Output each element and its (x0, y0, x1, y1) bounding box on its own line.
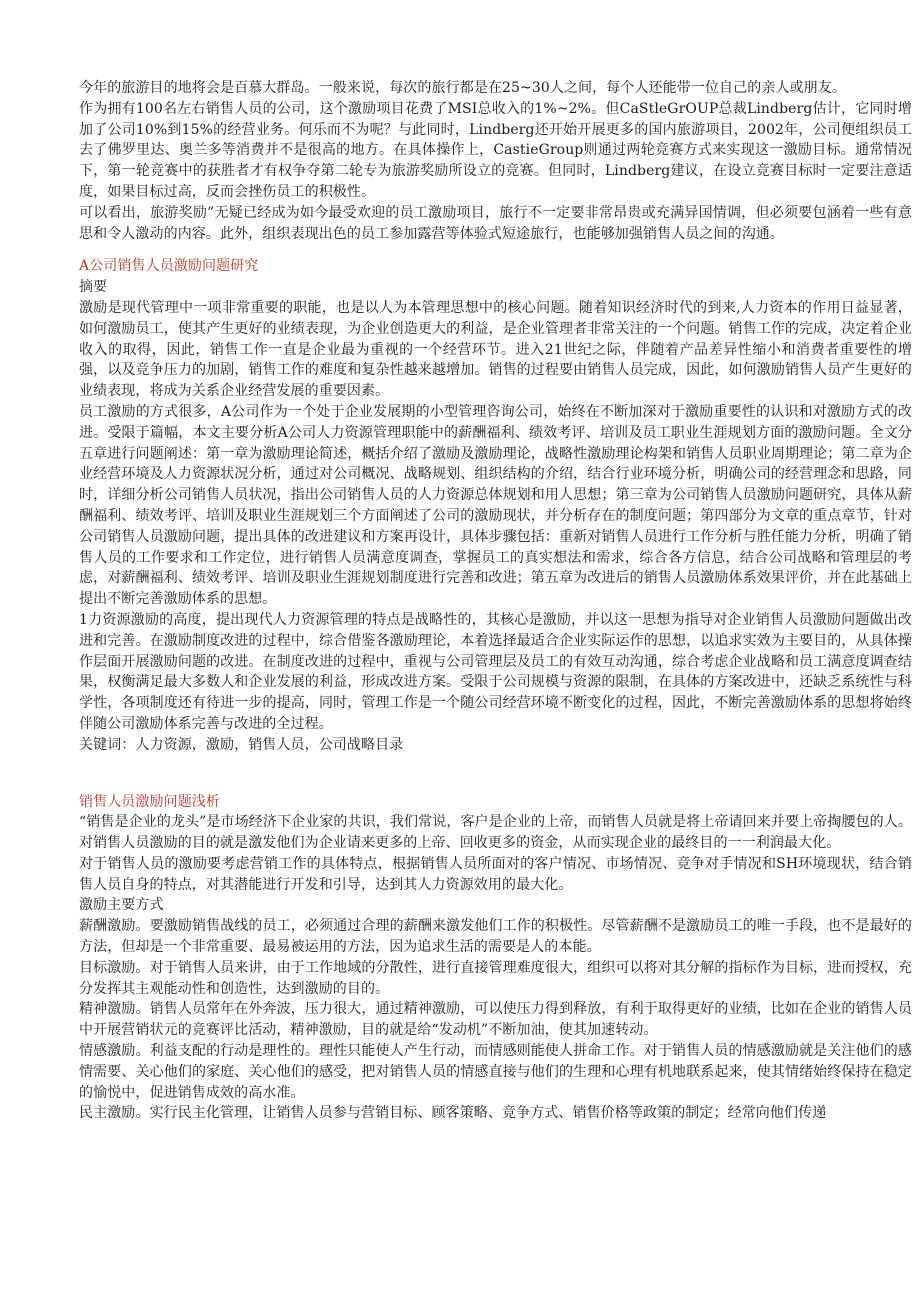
intro-paragraph: 可以看出，旅游奖励”无疑已经成为如今最受欢迎的员工激励项目，旅行不一定要非常昂贵或充满异国情调，但必须要包涵着一些有意思和令人激动的内容。此外，组织表现出色的员工参加露营等体验式短途旅行，也能够加强销售人员之间的沟通。 (79, 204, 912, 242)
abstract-label: 摘要 (79, 279, 108, 296)
abstract-paragraph: 激励是现代管理中一项非常重要的职能，也是以人为本管理思想中的核心问题。随着知识经济时代的到来,人力资本的作用日益显著，如何激励员工，使其产生更好的业绩表现，为企业创造更大的利益，是企业管理者非常关注的一个问题。销售工作的完成，决定着企业收入的取得，因此，销售工作一直是企业最为重视的一个经营环节。进入21世纪之际，伴随着产品差异性缩小和消费者重要性的增强，以及竞争压力的加剧，销售工作的难度和复杂性越来越增加。销售的过程要由销售人员完成，因此，如何激励销售人员产生更好的业绩表现，将成为关系企业经营发展的重要因素。 (79, 299, 912, 400)
abstract-paragraph: 1力资源激励的高度，提出现代人力资源管理的特点是战略性的，其核心是激励，并以这一思想为指导对企业销售人员激励问题做出改进和完善。在激励制度改进的过程中，综合借鉴各激励理论，本着选择最适合企业实际运作的思想，以追求实效为主要目的，从具体操作层面开展激励问题的改进。在制度改进的过程中，重视与公司管理层及员工的有效互动沟通，综合考虑企业战略和员工满意度调查结果，权衡满足最大多数人和企业发展的利益，形成改进方案。受限于公司规模与资源的限制，在具体的方案改进中，还缺乏系统性与科学性，各项制度还有待进一步的提高，同时，管理工作是一个随公司经营环境不断变化的过程，因此，不断完善激励体系的思想将始终伴随公司激励体系完善与改进的全过程。 (79, 611, 912, 732)
document-page (79, 78, 912, 1124)
section2-title: 销售人员激励问题浅析 (79, 793, 220, 810)
keywords-line: 关键词：人力资源，激励，销售人员，公司战略目录 (79, 736, 404, 753)
method-paragraph: 薪酬激励。要激励销售战线的员工，必须通过合理的薪酬来激发他们工作的积极性。尽管薪酬不是激励员工的唯一手段，也不是最好的方法，但却是一个非常重要、最易被运用的方法，因为追求生活的需要是人的本能。 (79, 918, 912, 956)
section2-paragraph: “销售是企业的龙头”是市场经济下企业家的共识，我们常说，客户是企业的上帝，而销售人员就是将上帝请回来并要上帝掏腰包的人。对销售人员激励的目的就是激发他们为企业请来更多的上帝、回收更多的资金，从而实现企业的最终目的一一利润最大化。 (79, 814, 912, 852)
method-paragraph: 民主激励。实行民主化管理，让销售人员参与营销目标、顾客策略、竞争方式、销售价格等政策的制定；经常向他们传递 (79, 1105, 827, 1122)
intro-paragraph: 今年的旅游目的地将会是百慕大群岛。一般来说，每次的旅行都是在25~30人之间，每个人还能带一位自己的亲人或朋友。 (79, 80, 846, 96)
method-paragraph: 情感激励。利益支配的行动是理性的。理性只能使人产生行动，而情感则能使人拼命工作。对于销售人员的情感激励就是关注他们的感情需要、关心他们的家庭、关心他们的感受，把对销售人员的情感直接与他们的生理和心理有机地联系起来，使其情绪始终保持在稳定的愉悦中，促进销售成效的高水准。 (79, 1043, 912, 1101)
method-paragraph: 精神激励。销售人员常年在外奔波，压力很大，通过精神激励，可以使压力得到释放，有利于取得更好的业绩，比如在企业的销售人员中开展营销状元的竞赛评比活动，精神激励，目的就是给“发动机”不断加油，使其加速转动。 (79, 1001, 912, 1039)
spacer (79, 244, 912, 256)
intro-paragraph: 作为拥有100名左右销售人员的公司，这个激励项目花费了MSI总收入的1%~2%。但CaStleGrOUP总裁Lindberg估计，它同时增加了公司10%到15%的经营业务。何乐而不为呢？与此同时，Lindberg还开始开展更多的国内旅游项目，2002年，公司便组织员工去了佛罗里达、奥兰多等消费并不是很高的地方。在具体操作上，CastieGroup则通过两轮竞赛方式来实现这一激励目标。通常情况下，第一轮竞赛中的获胜者才有权争夺第二轮专为旅游奖励所设立的竞赛。但同时，Lindberg建议，在设立竞赛目标时一定要注意适度，如果目标过高，反而会挫伤员工的积极性。 (79, 100, 912, 200)
section1-title: A公司销售人员激励问题研究 (79, 258, 259, 275)
abstract-paragraph: 员工激励的方式很多，A公司作为一个处于企业发展期的小型管理咨询公司，始终在不断加深对于激励重要性的认识和对激励方式的改进。受限于篇幅，本文主要分析A公司人力资源管理职能中的薪酬福利、绩效考评、培训及员工职业生涯规划方面的激励问题。全文分五章进行问题阐述：第一章为激励理论简述，概括介绍了激励及激励理论，战略性激励理论构架和销售人员职业周期理论；第二章为企业经营环境及人力资源状况分析，通过对公司概况、战略规划、组织结构的介绍，结合行业环境分析，明确公司的经营理念和思路，同时，详细分析公司销售人员状况，指出公司销售人员的人力资源总体规划和用人思想；第三章为公司销售人员激励问题研究，具体从薪酬福利、绩效考评、培训及职业生涯规划三个方面阐述了公司的激励现状，并分析存在的制度问题；第四部分为文章的重点章节，针对公司销售人员激励问题，提出具体的改进建议和方案再设计，具体步骤包括：重新对销售人员进行工作分析与胜任能力分析，明确了销售人员的工作要求和工作定位，进行销售人员满意度调查，掌握员工的真实想法和需求，综合各方信息，结合公司战略和管理层的考虑，对薪酬福利、绩效考评、培训及职业生涯规划制度进行完善和改进；第五章为改进后的销售人员激励体系效果评价，并在此基础上提出不断完善激励体系的思想。 (79, 403, 912, 608)
section2-paragraph: 对于销售人员的激励要考虑营销工作的具体特点，根据销售人员所面对的客户情况、市场情况、竞争对手情况和SH环境现状，结合销售人员自身的特点，对其潜能进行开发和引导，达到其人力资源效用的最大化。 (79, 855, 912, 893)
spacer (79, 756, 912, 792)
methods-label: 激励主要方式 (79, 897, 164, 914)
method-paragraph: 目标激励。对于销售人员来讲，由于工作地域的分散性，进行直接管理难度很大，组织可以将对其分解的指标作为目标，进而授权，充分发挥其主观能动性和创造性，达到激励的目的。 (79, 959, 912, 997)
